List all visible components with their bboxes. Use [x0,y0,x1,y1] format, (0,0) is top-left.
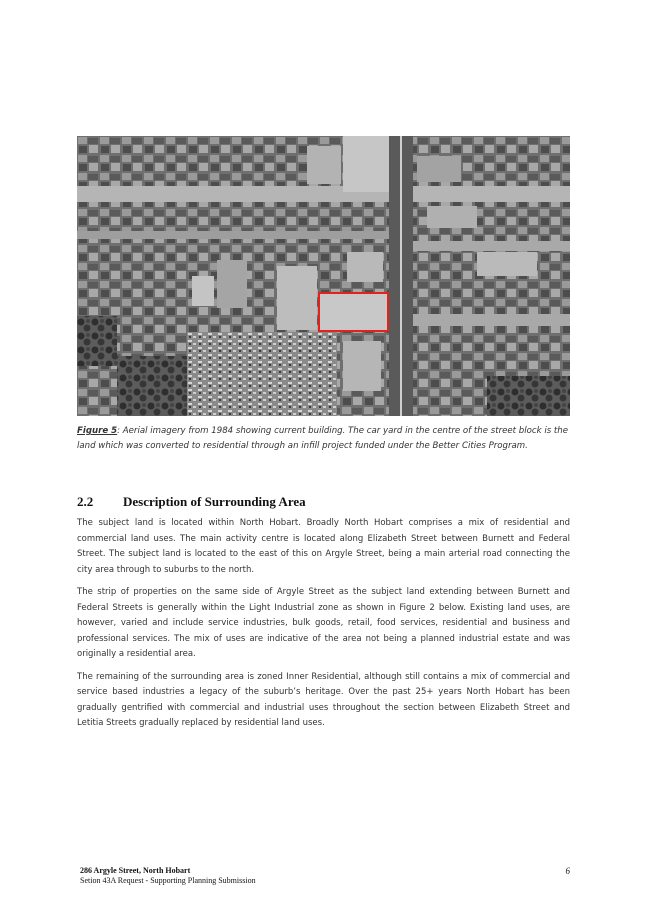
footer-subtitle: Setion 43A Request - Supporting Planning Submission [80,876,256,885]
footer [80,866,256,886]
body-paragraph: The strip of properties on the same side of Argyle Street as the subject land extending between Burnett and Federal Streets is generally within the Light Industrial zone as shown in Figure 2 below. Existing land uses, are however, varied and include service industries, bulk goods, retail, food services, residential and business and professional services. The mix of uses are indicative of the area not being a planned industrial estate and was originally a residential area. [77,587,570,659]
section-body [77,516,570,739]
footer-address: 286 Argyle Street, North Hobart [80,866,191,875]
figure-label: Figure 5 [77,426,118,436]
street-horizontal-top [77,186,570,202]
figure-caption-text: : Aerial imagery from 1984 showing current building. The car yard in the centre of the street block is the land which was converted to residential through an infill project funded under the Better Cities Program. [77,426,569,451]
section-heading [77,494,572,510]
page-number: 6 [565,866,570,876]
body-paragraph: The subject land is located within North Hobart. Broadly North Hobart comprises a mix of residential and commercial land uses. The main activity centre is located along Elizabeth Street between Burnett and Federal Street. The subject land is located to the east of this on Argyle Street, being a main arterial road connecting the city area through to suburbs to the north. [77,518,570,575]
body-paragraph: The remaining of the surrounding area is zoned Inner Residential, although still contains a mix of commercial and service based industries a legacy of the suburb’s heritage. Over the past 25+ years North Hobart has been gradually gentrified with commercial and industrial uses throughout the section between Elizabeth Street and Letitia Streets gradually replaced by residential land uses. [77,671,570,728]
aerial-photo [77,136,570,416]
figure-caption [77,424,572,454]
section-number: 2.2 [77,494,94,509]
section-title: Description of Surrounding Area [123,494,306,509]
